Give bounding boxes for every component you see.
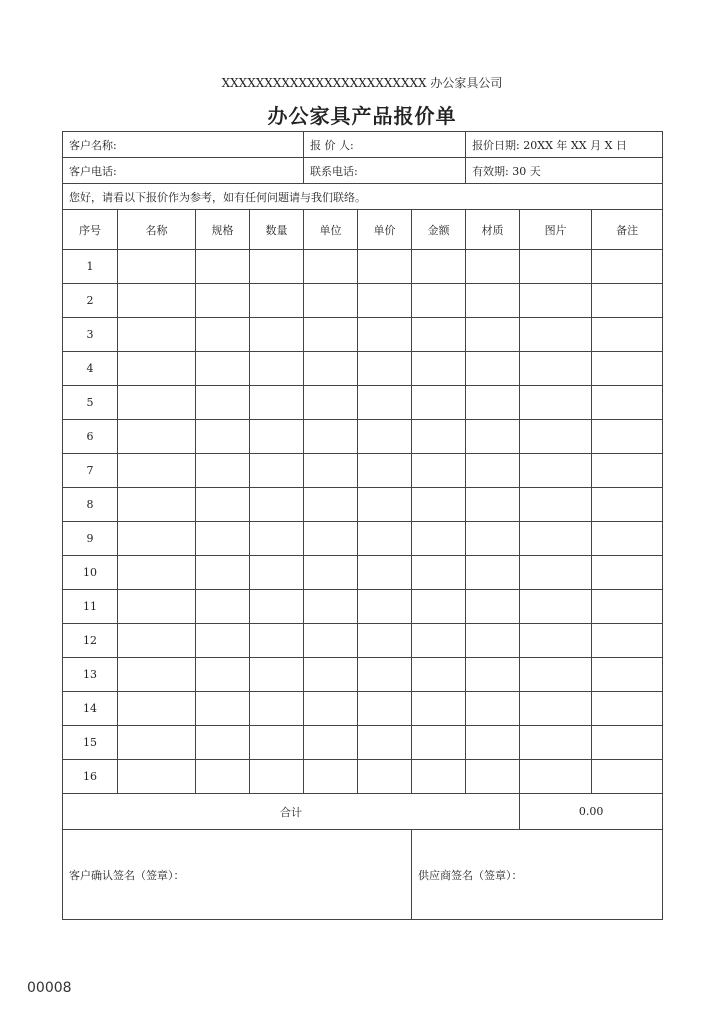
cell-unit[interactable] — [304, 352, 358, 386]
col-header-index: 序号 — [63, 210, 118, 250]
row-index: 16 — [63, 760, 118, 794]
cell-material[interactable] — [466, 488, 520, 522]
cell-unit-price[interactable] — [358, 250, 412, 284]
cell-unit-price[interactable] — [358, 454, 412, 488]
cell-name[interactable] — [118, 624, 196, 658]
row-index: 7 — [63, 454, 118, 488]
cell-unit-price[interactable] — [358, 420, 412, 454]
cell-amount[interactable] — [412, 420, 466, 454]
cell-amount[interactable] — [412, 318, 466, 352]
company-name: XXXXXXXXXXXXXXXXXXXXXXXX 办公家具公司 — [221, 76, 503, 90]
cell-unit[interactable] — [304, 760, 358, 794]
totals-row — [63, 794, 663, 830]
cell-amount[interactable] — [412, 556, 466, 590]
row-index: 8 — [63, 488, 118, 522]
cell-quantity[interactable] — [250, 726, 304, 760]
document-title: 办公家具产品报价单 — [267, 104, 457, 128]
quotation-table — [62, 131, 663, 920]
cell-unit-price[interactable] — [358, 692, 412, 726]
cell-name[interactable] — [118, 692, 196, 726]
table-row — [63, 454, 663, 488]
cell-unit[interactable] — [304, 590, 358, 624]
cell-material[interactable] — [466, 522, 520, 556]
cell-quantity[interactable] — [250, 556, 304, 590]
cell-spec[interactable] — [196, 318, 250, 352]
items-section — [63, 210, 663, 794]
row-index: 4 — [63, 352, 118, 386]
row-index: 10 — [63, 556, 118, 590]
cell-amount[interactable] — [412, 624, 466, 658]
cell-unit[interactable] — [304, 386, 358, 420]
customer-name-field: 客户名称: — [63, 132, 304, 158]
cell-remarks[interactable] — [592, 624, 663, 658]
cell-name[interactable] — [118, 284, 196, 318]
cell-name[interactable] — [118, 590, 196, 624]
cell-image[interactable] — [520, 386, 592, 420]
cell-material[interactable] — [466, 726, 520, 760]
cell-unit[interactable] — [304, 250, 358, 284]
cell-spec[interactable] — [196, 658, 250, 692]
cell-unit-price[interactable] — [358, 624, 412, 658]
cell-quantity[interactable] — [250, 420, 304, 454]
cell-unit[interactable] — [304, 454, 358, 488]
contact-phone-field: 联系电话: — [304, 158, 466, 184]
table-row — [63, 692, 663, 726]
cell-spec[interactable] — [196, 760, 250, 794]
cell-amount[interactable] — [412, 726, 466, 760]
cell-unit-price[interactable] — [358, 556, 412, 590]
cell-amount[interactable] — [412, 386, 466, 420]
page-code: 00008 — [27, 980, 72, 996]
cell-material[interactable] — [466, 624, 520, 658]
cell-spec[interactable] — [196, 420, 250, 454]
cell-amount[interactable] — [412, 284, 466, 318]
cell-image[interactable] — [520, 624, 592, 658]
info-section — [63, 132, 663, 210]
col-header-name: 名称 — [118, 210, 196, 250]
customer-phone-field: 客户电话: — [63, 158, 304, 184]
cell-name[interactable] — [118, 726, 196, 760]
cell-quantity[interactable] — [250, 624, 304, 658]
row-index: 3 — [63, 318, 118, 352]
col-header-spec: 规格 — [196, 210, 250, 250]
cell-remarks[interactable] — [592, 658, 663, 692]
cell-unit[interactable] — [304, 318, 358, 352]
cell-image[interactable] — [520, 590, 592, 624]
cell-spec[interactable] — [196, 590, 250, 624]
col-header-material: 材质 — [466, 210, 520, 250]
cell-unit[interactable] — [304, 692, 358, 726]
cell-quantity[interactable] — [250, 760, 304, 794]
cell-quantity[interactable] — [250, 522, 304, 556]
row-index: 11 — [63, 590, 118, 624]
cell-unit[interactable] — [304, 420, 358, 454]
cell-quantity[interactable] — [250, 692, 304, 726]
cell-quantity[interactable] — [250, 488, 304, 522]
cell-amount[interactable] — [412, 488, 466, 522]
cell-remarks[interactable] — [592, 318, 663, 352]
table-row — [63, 284, 663, 318]
cell-unit-price[interactable] — [358, 760, 412, 794]
row-index: 2 — [63, 284, 118, 318]
cell-material[interactable] — [466, 658, 520, 692]
row-index: 1 — [63, 250, 118, 284]
cell-remarks[interactable] — [592, 352, 663, 386]
cell-spec[interactable] — [196, 522, 250, 556]
col-header-amount: 金额 — [412, 210, 466, 250]
cell-name[interactable] — [118, 318, 196, 352]
cell-unit[interactable] — [304, 658, 358, 692]
cell-spec[interactable] — [196, 624, 250, 658]
cell-unit[interactable] — [304, 488, 358, 522]
validity-field: 有效期: 30 天 — [466, 158, 663, 184]
table-row — [63, 658, 663, 692]
cell-unit[interactable] — [304, 624, 358, 658]
cell-unit-price[interactable] — [358, 590, 412, 624]
cell-spec[interactable] — [196, 692, 250, 726]
cell-remarks[interactable] — [592, 420, 663, 454]
cell-remarks[interactable] — [592, 522, 663, 556]
cell-image[interactable] — [520, 488, 592, 522]
row-index: 9 — [63, 522, 118, 556]
cell-amount[interactable] — [412, 250, 466, 284]
cell-name[interactable] — [118, 250, 196, 284]
col-header-quantity: 数量 — [250, 210, 304, 250]
cell-spec[interactable] — [196, 726, 250, 760]
cell-unit-price[interactable] — [358, 284, 412, 318]
cell-unit-price[interactable] — [358, 386, 412, 420]
cell-unit-price[interactable] — [358, 658, 412, 692]
cell-material[interactable] — [466, 760, 520, 794]
cell-quantity[interactable] — [250, 318, 304, 352]
cell-amount[interactable] — [412, 590, 466, 624]
cell-material[interactable] — [466, 420, 520, 454]
col-header-unit-price: 单价 — [358, 210, 412, 250]
total-label: 合计 — [63, 794, 520, 830]
cell-remarks[interactable] — [592, 692, 663, 726]
quoter-field: 报 价 人: — [304, 132, 466, 158]
cell-quantity[interactable] — [250, 284, 304, 318]
cell-remarks[interactable] — [592, 284, 663, 318]
cell-image[interactable] — [520, 454, 592, 488]
cell-quantity[interactable] — [250, 352, 304, 386]
cell-remarks[interactable] — [592, 760, 663, 794]
table-row — [63, 386, 663, 420]
cell-unit-price[interactable] — [358, 522, 412, 556]
table-row — [63, 624, 663, 658]
cell-spec[interactable] — [196, 454, 250, 488]
table-row — [63, 726, 663, 760]
table-row — [63, 250, 663, 284]
customer-signature-field[interactable]: 客户确认签名（签章）： — [63, 830, 412, 920]
supplier-signature-field[interactable]: 供应商签名（签章）： — [412, 830, 663, 920]
cell-spec[interactable] — [196, 556, 250, 590]
cell-spec[interactable] — [196, 488, 250, 522]
table-row — [63, 556, 663, 590]
cell-material[interactable] — [466, 386, 520, 420]
cell-quantity[interactable] — [250, 454, 304, 488]
cell-image[interactable] — [520, 284, 592, 318]
cell-unit[interactable] — [304, 284, 358, 318]
cell-name[interactable] — [118, 454, 196, 488]
row-index: 5 — [63, 386, 118, 420]
cell-name[interactable] — [118, 420, 196, 454]
cell-spec[interactable] — [196, 250, 250, 284]
greeting-text: 您好，请看以下报价作为参考，如有任何问题请与我们联络。 — [63, 184, 663, 210]
cell-unit-price[interactable] — [358, 352, 412, 386]
cell-remarks[interactable] — [592, 386, 663, 420]
column-header-row — [63, 210, 663, 250]
cell-name[interactable] — [118, 488, 196, 522]
cell-image[interactable] — [520, 556, 592, 590]
cell-name[interactable] — [118, 386, 196, 420]
cell-remarks[interactable] — [592, 488, 663, 522]
cell-quantity[interactable] — [250, 658, 304, 692]
col-header-remarks: 备注 — [592, 210, 663, 250]
table-row — [63, 760, 663, 794]
cell-material[interactable] — [466, 692, 520, 726]
cell-amount[interactable] — [412, 522, 466, 556]
cell-spec[interactable] — [196, 386, 250, 420]
cell-material[interactable] — [466, 590, 520, 624]
cell-unit-price[interactable] — [358, 318, 412, 352]
summary-section — [63, 794, 663, 920]
col-header-unit: 单位 — [304, 210, 358, 250]
row-index: 12 — [63, 624, 118, 658]
cell-remarks[interactable] — [592, 726, 663, 760]
cell-name[interactable] — [118, 658, 196, 692]
cell-amount[interactable] — [412, 454, 466, 488]
row-index: 13 — [63, 658, 118, 692]
table-row — [63, 420, 663, 454]
cell-unit[interactable] — [304, 522, 358, 556]
cell-material[interactable] — [466, 318, 520, 352]
cell-amount[interactable] — [412, 658, 466, 692]
cell-name[interactable] — [118, 760, 196, 794]
cell-image[interactable] — [520, 352, 592, 386]
cell-unit[interactable] — [304, 556, 358, 590]
cell-remarks[interactable] — [592, 556, 663, 590]
cell-material[interactable] — [466, 352, 520, 386]
cell-material[interactable] — [466, 454, 520, 488]
cell-image[interactable] — [520, 318, 592, 352]
cell-quantity[interactable] — [250, 590, 304, 624]
cell-remarks[interactable] — [592, 250, 663, 284]
cell-name[interactable] — [118, 522, 196, 556]
row-index: 14 — [63, 692, 118, 726]
cell-image[interactable] — [520, 420, 592, 454]
table-row — [63, 488, 663, 522]
cell-image[interactable] — [520, 250, 592, 284]
cell-remarks[interactable] — [592, 454, 663, 488]
cell-quantity[interactable] — [250, 250, 304, 284]
table-row — [63, 352, 663, 386]
cell-name[interactable] — [118, 352, 196, 386]
cell-image[interactable] — [520, 726, 592, 760]
row-index: 15 — [63, 726, 118, 760]
cell-material[interactable] — [466, 556, 520, 590]
row-index: 6 — [63, 420, 118, 454]
cell-unit[interactable] — [304, 726, 358, 760]
quote-date-field: 报价日期: 20XX 年 XX 月 X 日 — [466, 132, 663, 158]
cell-unit-price[interactable] — [358, 488, 412, 522]
table-row — [63, 318, 663, 352]
cell-spec[interactable] — [196, 284, 250, 318]
cell-amount[interactable] — [412, 760, 466, 794]
table-row — [63, 522, 663, 556]
cell-amount[interactable] — [412, 692, 466, 726]
cell-quantity[interactable] — [250, 386, 304, 420]
total-value: 0.00 — [520, 794, 663, 830]
cell-image[interactable] — [520, 658, 592, 692]
cell-remarks[interactable] — [592, 590, 663, 624]
cell-unit-price[interactable] — [358, 726, 412, 760]
cell-material[interactable] — [466, 284, 520, 318]
col-header-image: 图片 — [520, 210, 592, 250]
table-row — [63, 590, 663, 624]
cell-image[interactable] — [520, 760, 592, 794]
cell-amount[interactable] — [412, 352, 466, 386]
cell-image[interactable] — [520, 692, 592, 726]
cell-spec[interactable] — [196, 352, 250, 386]
cell-material[interactable] — [466, 250, 520, 284]
signature-row — [63, 830, 663, 920]
cell-name[interactable] — [118, 556, 196, 590]
cell-image[interactable] — [520, 522, 592, 556]
